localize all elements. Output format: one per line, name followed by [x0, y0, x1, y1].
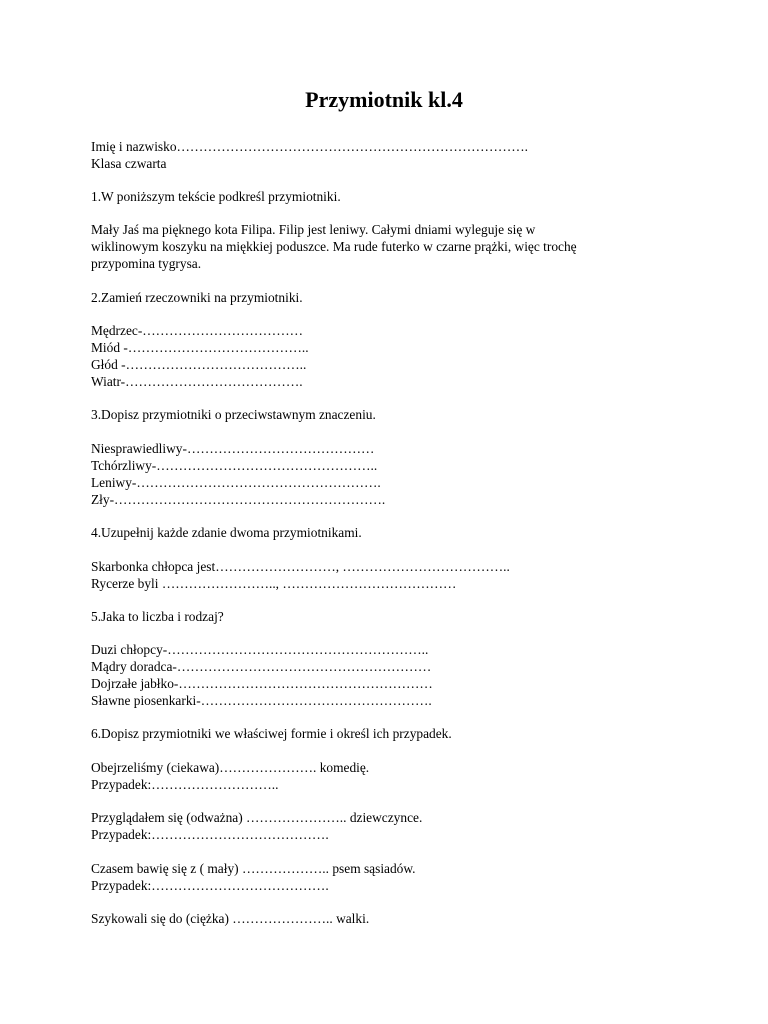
name-line: Imię i nazwisko…………………………………………………………………….	[91, 139, 529, 154]
task1-heading: 1.W poniższym tekście podkreśl przymiotniki.	[91, 189, 341, 204]
task5-item: Sławne piosenkarki-…………………………………………….	[91, 693, 432, 708]
task6-case-line: Przypadek:………………………………….	[91, 827, 329, 842]
task2-heading: 2.Zamień rzeczowniki na przymiotniki.	[91, 290, 303, 305]
task5-item: Duzi chłopcy-…………………………………………………..	[91, 642, 429, 657]
page-title: Przymiotnik kl.4	[305, 87, 463, 112]
task3-item: Niesprawiedliwy-……………………………………	[91, 441, 375, 456]
task3-item: Zły-…………………………………………………….	[91, 492, 386, 507]
task6-item: Czasem bawię się z ( mały) ……………….. psem sąsiadów.	[91, 861, 416, 876]
task5-heading: 5.Jaka to liczba i rodzaj?	[91, 609, 224, 624]
task6-item: Przyglądałem się (odważna) ………………….. dziewczynce.	[91, 810, 423, 825]
task2-item: Mędrzec-………………………………	[91, 323, 303, 338]
task3-item: Tchórzliwy-…………………………………………..	[91, 458, 378, 473]
task2-item: Miód -…………………………………..	[91, 340, 309, 355]
task4-heading: 4.Uzupełnij każde zdanie dwoma przymiotnikami.	[91, 525, 362, 540]
task4-item: Skarbonka chłopca jest………………………, ………………………………..	[91, 559, 510, 574]
task4-item: Rycerze byli …………………….., …………………………………	[91, 576, 457, 591]
task6-case-line: Przypadek:………………………..	[91, 777, 279, 792]
task2-item: Głód -…………………………………..	[91, 357, 307, 372]
class-line: Klasa czwarta	[91, 156, 167, 171]
task1-text-line: Mały Jaś ma pięknego kota Filipa. Filip jest leniwy. Całymi dniami wyleguje się w	[91, 222, 536, 237]
task6-item: Szykowali się do (ciężka) ………………….. walki.	[91, 911, 370, 926]
task6-case-line: Przypadek:………………………………….	[91, 878, 329, 893]
task5-item: Dojrzałe jabłko-…………………………………………………	[91, 676, 433, 691]
task1-text-line: przypomina tygrysa.	[91, 256, 202, 271]
task6-heading: 6.Dopisz przymiotniki we właściwej formie i określ ich przypadek.	[91, 726, 452, 741]
task2-item: Wiatr-………………………………….	[91, 374, 303, 389]
task3-item: Leniwy-……………………………………………….	[91, 475, 381, 490]
task3-heading: 3.Dopisz przymiotniki o przeciwstawnym znaczeniu.	[91, 407, 376, 422]
task1-text-line: wiklinowym koszyku na miękkiej poduszce. Ma rude futerko w czarne prążki, więc trochę	[91, 239, 577, 254]
task6-item: Obejrzeliśmy (ciekawa)…………………. komedię.	[91, 760, 370, 775]
task5-item: Mądry doradca-…………………………………………………	[91, 659, 432, 674]
